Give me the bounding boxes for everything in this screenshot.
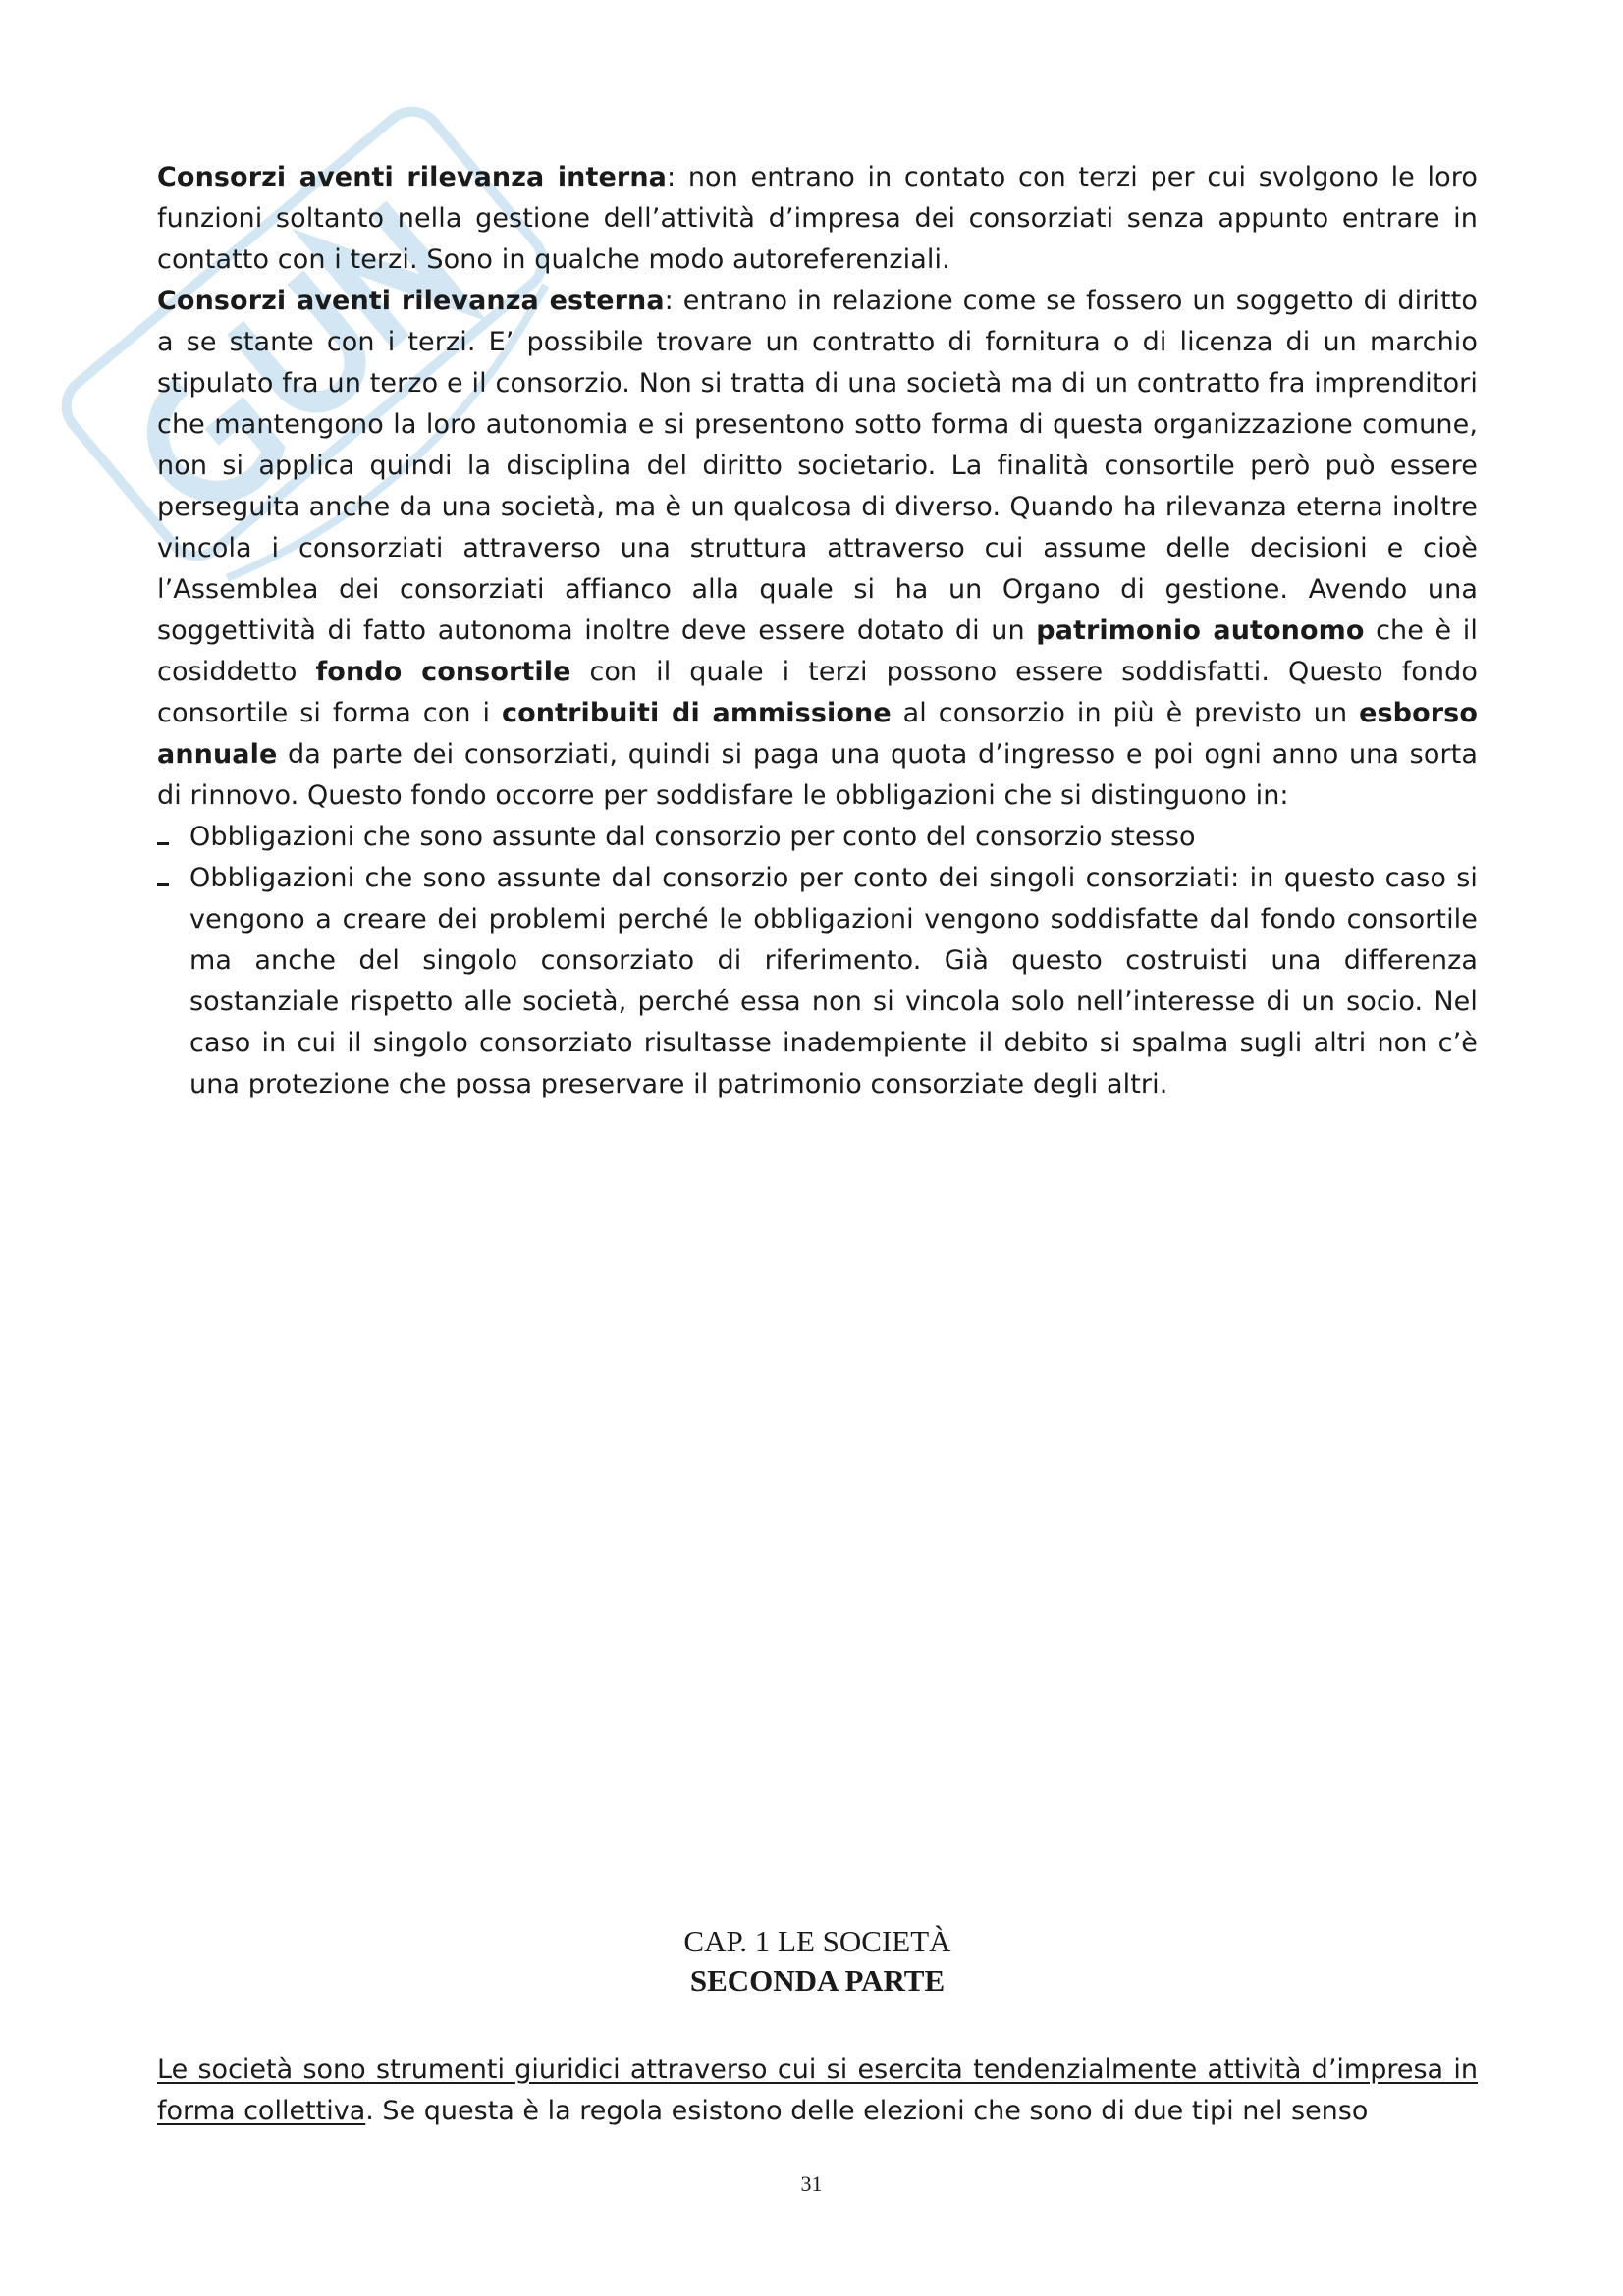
paragraph-external-consortia: Consorzi aventi rilevanza esterna: entrano in relazione come se fossero un soggetto di diritto a se stante con i terzi. E’ possibile trovare un contratto di fornitura o di licenza di un marchio stipulato fra un terzo e il consorzio. Non si tratta di una società ma di un contratto fra imprenditori che mantengono la loro autonomia e si presentono sotto forma di questa organizzazione comune, non si applica quindi la disciplina del diritto societario. La finalità consortile però può essere perseguita anche da una società, ma è un qualcosa di diverso. Quando ha rilevanza eterna inoltre vincola i consorziati attraverso una struttura attraverso cui assume delle decisioni e cioè l’Assemblea dei consorziati affianco alla quale si ha un Organo di gestione. Avendo una soggettività di fatto autonoma inoltre deve essere dotato di un patrimonio autonomo che è il cosiddetto fondo consortile con il quale i terzi possono essere soddisfatti. Questo fondo consortile si forma con i contribuiti di ammissione al consorzio in più è previsto un esborso annuale da parte dei consorziati, quindi si paga una quota d’ingresso e poi ogni anno una sorta di rinnovo. Questo fondo occorre per soddisfare le obbligazioni che si distinguono in: [157,286,1478,811]
paragraph-internal-consortia: Consorzi aventi rilevanza interna: non entrano in contato con terzi per cui svolgono le loro funzioni soltanto nella gestione dell’attività d’impresa dei consorziati senza appunto entrare in contatto con i terzi. Sono in qualche modo autoreferenziali. [157,162,1478,275]
intro-paragraph: Le società sono strumenti giuridici attraverso cui si esercita tendenzialmente attività d’impresa in forma collettiva. Se questa è la regola esistono delle elezioni che sono di due tipi nel senso [157,2055,1478,2126]
chapter-heading [157,1922,1478,2001]
list-item: Obbligazioni che sono assunte dal consorzio per conto del consorzio stesso [157,817,1478,858]
underlined-definition: Le società sono strumenti giuridici attraverso cui si esercita tendenzialmente attività d’impresa in forma collettiva [157,2055,1478,2126]
bold-contributi: contribuiti di ammissione [501,698,892,728]
page-number: 31 [800,2171,823,2196]
bold-esborso: esborso annuale [157,698,1478,770]
term-internal: Consorzi aventi rilevanza interna [157,162,667,192]
chapter-title: CAP. 1 LE SOCIETÀ [683,1924,951,1958]
chapter-subtitle: SECONDA PARTE [689,1963,946,1998]
term-external: Consorzi aventi rilevanza esterna [157,286,665,316]
list-item: Obbligazioni che sono assunte dal consorzio per conto dei singoli consorziati: in questo caso si vengono a creare dei problemi perché le obbligazioni vengono soddisfatte dal fondo consortile ma anche del singolo consorziato di riferimento. Già questo costruisti una differenza sostanziale rispetto alle società, perché essa non si vincola solo nell’interesse di un socio. Nel caso in cui il singolo consorziato risultasse inadempiente il debito si spalma sugli altri non c’è una protezione che possa preservare il patrimonio consorziate degli altri. [157,858,1478,1105]
bold-fondo: fondo consortile [315,657,571,687]
bold-patrimonio: patrimonio autonomo [1036,615,1365,646]
body-text [157,157,1478,1105]
chapter-intro [157,2050,1478,2132]
obligations-list [157,817,1478,1105]
